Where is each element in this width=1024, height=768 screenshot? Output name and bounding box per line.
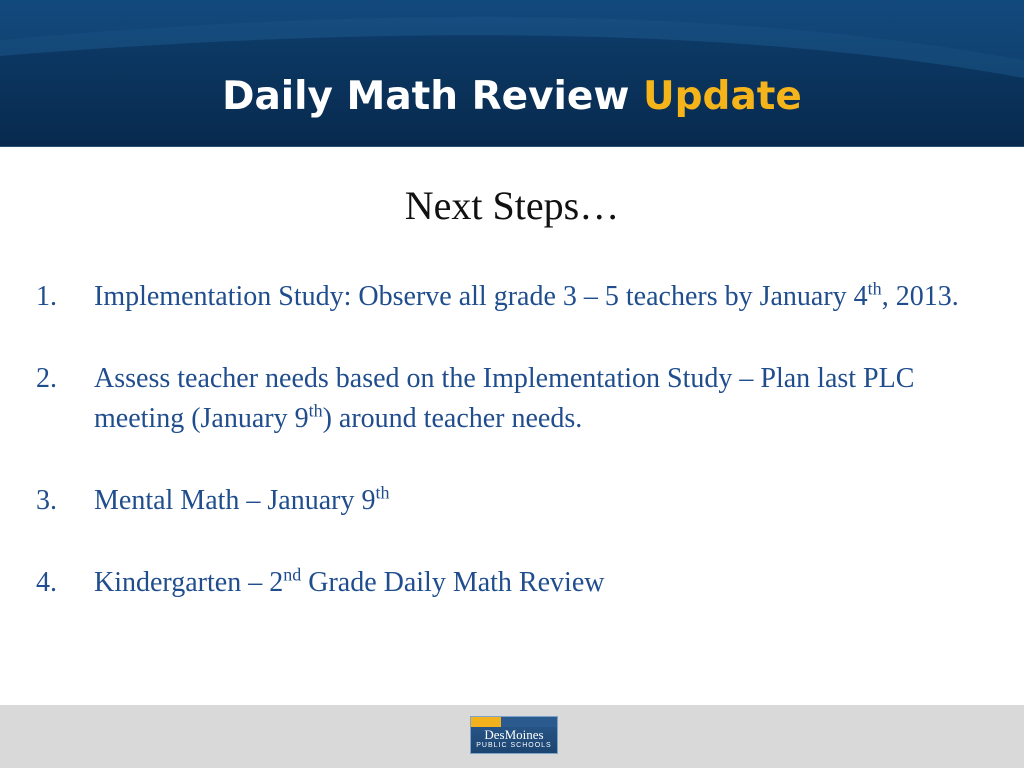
- step-text: [94, 564, 605, 598]
- step-number: 3.: [36, 485, 57, 516]
- step-item: [36, 481, 976, 521]
- step-text-part: , 2013.: [881, 281, 959, 312]
- step-superscript: th: [867, 278, 882, 299]
- slide-title-main: Daily Math Review: [222, 74, 630, 119]
- step-text-part: Grade Daily Math Review: [301, 567, 605, 598]
- logo-subtitle: PUBLIC SCHOOLS: [476, 742, 552, 749]
- logo-sun-graphic: [471, 717, 557, 727]
- slide-subtitle: Next Steps…: [404, 183, 620, 228]
- step-text: [94, 482, 390, 516]
- step-number: 2.: [36, 363, 57, 394]
- slide-title-accent: Update: [642, 74, 802, 119]
- slide-title: [0, 71, 1024, 123]
- title-banner: [0, 0, 1024, 147]
- step-item: [36, 563, 976, 603]
- step-text-part: Implementation Study: Observe all grade 3 – 5 teachers by January 4: [94, 281, 868, 312]
- step-text-part: ) around teacher needs.: [322, 403, 583, 434]
- step-superscript: th: [375, 482, 390, 503]
- step-text: [94, 278, 959, 312]
- banner-divider: [0, 146, 1024, 147]
- step-superscript: nd: [283, 564, 302, 585]
- step-text-part: Mental Math – January 9: [94, 485, 376, 516]
- logo-wordmark: DesMoines: [484, 727, 544, 742]
- step-superscript: th: [308, 400, 323, 421]
- des-moines-public-schools-logo: [470, 716, 558, 754]
- step-number: 1.: [36, 281, 57, 312]
- step-text-part: Kindergarten – 2: [94, 567, 284, 598]
- step-item: [36, 277, 976, 317]
- step-text-part: Assess teacher needs based on the Implementation Study – Plan last PLC meeting (January 9: [94, 363, 915, 434]
- next-steps-list: [36, 277, 976, 603]
- step-item: [36, 359, 976, 439]
- step-text: [94, 363, 914, 434]
- step-number: 4.: [36, 567, 57, 598]
